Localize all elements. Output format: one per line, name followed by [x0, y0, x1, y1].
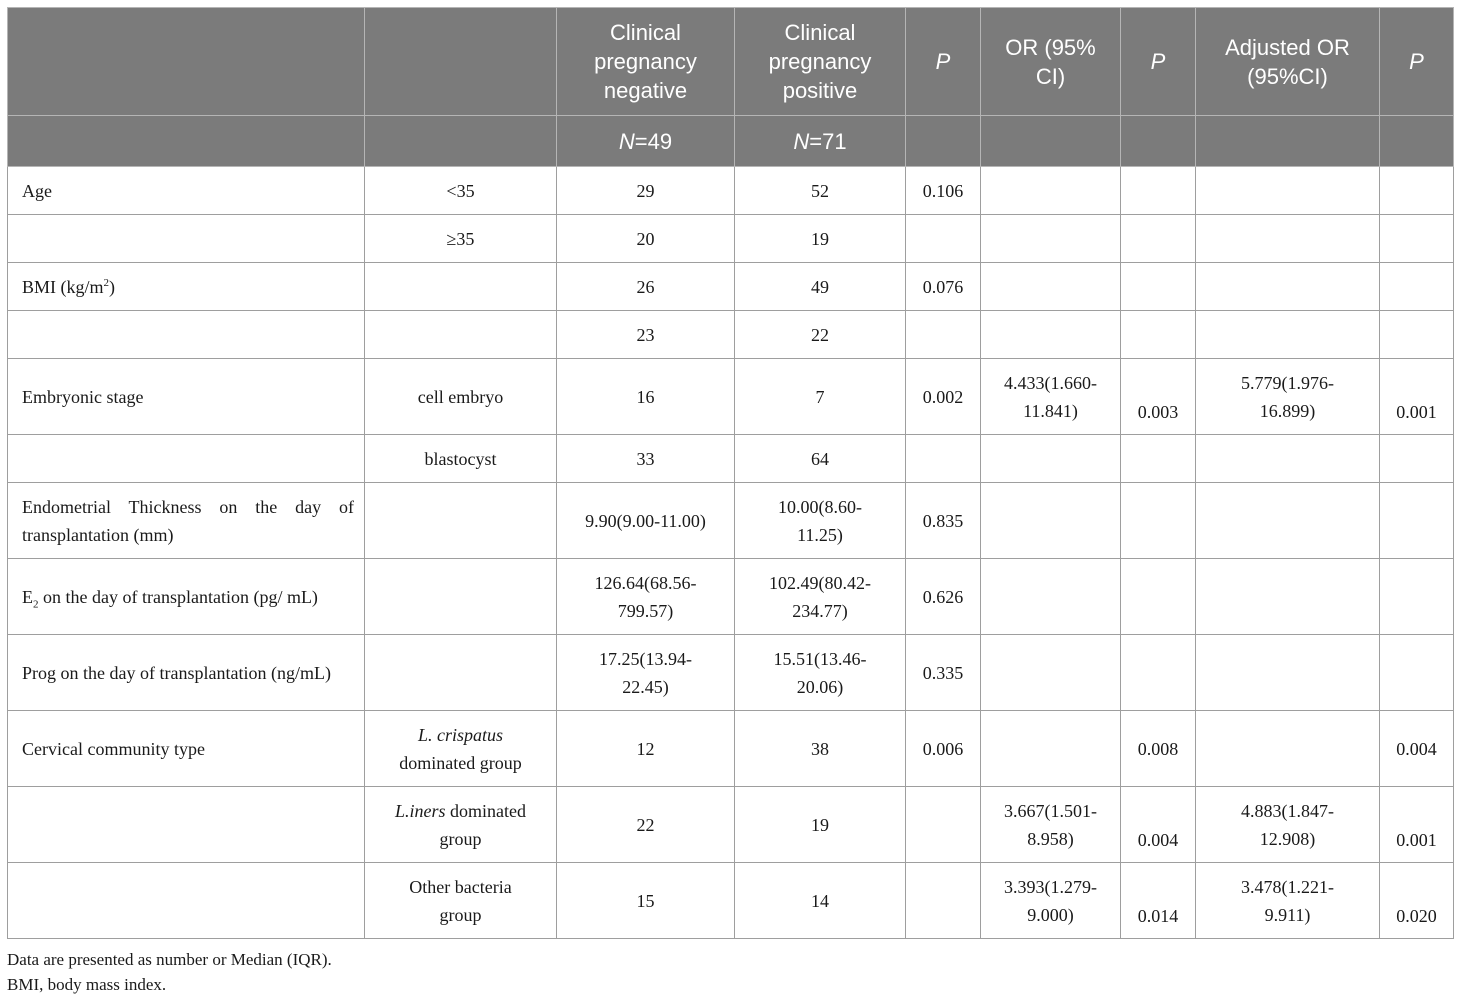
- cell-p2: 0.014: [1121, 863, 1196, 939]
- cell-negative: 9.90(9.00-11.00): [557, 483, 735, 559]
- cell-p3: [1380, 559, 1454, 635]
- cell-positive: 64: [735, 435, 906, 483]
- row-subgroup: [365, 863, 557, 939]
- cell-negative: 26: [557, 263, 735, 311]
- row-label: [8, 263, 365, 311]
- table-row: [8, 167, 1454, 215]
- e2-label-rest: on the day of transplantation (pg/ mL): [38, 586, 318, 607]
- row-label: Cervical community type: [8, 711, 365, 787]
- cell-p3: 0.004: [1380, 711, 1454, 787]
- table-row: [8, 311, 1454, 359]
- cell-p3: 0.020: [1380, 863, 1454, 939]
- positive-line2: 234.77): [792, 600, 848, 621]
- cell-p3: [1380, 263, 1454, 311]
- cell-negative: 23: [557, 311, 735, 359]
- cell-aor: [1196, 311, 1380, 359]
- cell-or: [981, 635, 1121, 711]
- results-table: [7, 7, 1454, 939]
- cell-aor: [1196, 263, 1380, 311]
- cell-p3: [1380, 167, 1454, 215]
- header-n-empty-4: [981, 116, 1121, 167]
- cell-negative: 22: [557, 787, 735, 863]
- aor-line1: 5.779(1.976-: [1241, 372, 1334, 393]
- cell-p: 0.006: [906, 711, 981, 787]
- header-positive: Clinical pregnancy positive: [735, 8, 906, 116]
- cell-p: [906, 863, 981, 939]
- cell-aor: [1196, 863, 1380, 939]
- row-subgroup: <35: [365, 167, 557, 215]
- cell-p: 0.106: [906, 167, 981, 215]
- cell-positive: 22: [735, 311, 906, 359]
- table-row: [8, 263, 1454, 311]
- cell-or: [981, 311, 1121, 359]
- cell-positive: 7: [735, 359, 906, 435]
- or-line2: 8.958): [1027, 828, 1074, 849]
- cell-or: [981, 359, 1121, 435]
- table-container: [7, 7, 1453, 997]
- footnote-data-presentation: Data are presented as number or Median (IQR).: [7, 950, 332, 969]
- cell-or: [981, 263, 1121, 311]
- bmi-label-sup: 2: [103, 276, 110, 289]
- n-negative-value: =49: [634, 128, 673, 154]
- cell-or: [981, 863, 1121, 939]
- aor-line2: 16.899): [1259, 400, 1316, 421]
- table-row: [8, 215, 1454, 263]
- positive-line1: 102.49(80.42-: [769, 572, 871, 593]
- e2-label-sub: 2: [33, 598, 39, 611]
- cell-p: 0.335: [906, 635, 981, 711]
- cell-p3: 0.001: [1380, 787, 1454, 863]
- cell-aor: [1196, 435, 1380, 483]
- cell-positive: 19: [735, 215, 906, 263]
- row-label: Endometrial Thickness on the day of transplantation (mm): [8, 483, 365, 559]
- subgroup-line2: group: [439, 904, 482, 925]
- subgroup-rest1: dominated: [445, 800, 526, 821]
- cell-p: 0.076: [906, 263, 981, 311]
- cell-aor: [1196, 787, 1380, 863]
- header-n-positive: [735, 116, 906, 167]
- table-row: [8, 359, 1454, 435]
- cell-positive: [735, 559, 906, 635]
- bmi-label-after: ): [109, 276, 116, 297]
- header-n-empty-2: [365, 116, 557, 167]
- cell-aor: [1196, 559, 1380, 635]
- cell-or: [981, 215, 1121, 263]
- cell-p: [906, 435, 981, 483]
- header-p: P: [906, 8, 981, 116]
- bmi-label: BMI (kg/m: [22, 276, 104, 297]
- cell-p2: [1121, 635, 1196, 711]
- table-row: [8, 863, 1454, 939]
- row-subgroup: cell embryo: [365, 359, 557, 435]
- table-row: [8, 435, 1454, 483]
- subgroup-line1: Other bacteria: [409, 876, 512, 897]
- cell-p2: [1121, 311, 1196, 359]
- cell-or: [981, 559, 1121, 635]
- cell-positive: 19: [735, 787, 906, 863]
- positive-line2: 20.06): [796, 676, 844, 697]
- cell-negative: [557, 559, 735, 635]
- cell-p: 0.835: [906, 483, 981, 559]
- aor-line1: 4.883(1.847-: [1241, 800, 1334, 821]
- cell-p: 0.002: [906, 359, 981, 435]
- cell-p3: [1380, 483, 1454, 559]
- cell-p: [906, 311, 981, 359]
- row-label: [8, 311, 365, 359]
- positive-line1: 15.51(13.46-: [773, 648, 867, 669]
- cell-negative: 16: [557, 359, 735, 435]
- row-label: [8, 435, 365, 483]
- table-row: [8, 559, 1454, 635]
- header-p3: P: [1380, 8, 1454, 116]
- cell-or: [981, 167, 1121, 215]
- cell-positive: 49: [735, 263, 906, 311]
- header-empty-1: [8, 8, 365, 116]
- subgroup-rest: dominated group: [399, 752, 522, 773]
- cell-p2: [1121, 559, 1196, 635]
- cell-positive: [735, 483, 906, 559]
- or-line1: 4.433(1.660-: [1004, 372, 1097, 393]
- cell-p2: [1121, 263, 1196, 311]
- row-subgroup: [365, 559, 557, 635]
- row-subgroup: [365, 711, 557, 787]
- header-or: OR (95% CI): [981, 8, 1121, 116]
- negative-line1: 126.64(68.56-: [594, 572, 697, 593]
- aor-line2: 9.911): [1264, 904, 1311, 925]
- cell-positive: [735, 635, 906, 711]
- row-label: Prog on the day of transplantation (ng/mL): [8, 635, 365, 711]
- n-label: N: [618, 128, 635, 154]
- header-n-empty-6: [1196, 116, 1380, 167]
- cell-positive: 52: [735, 167, 906, 215]
- cell-p2: [1121, 215, 1196, 263]
- negative-line2: 22.45): [622, 676, 669, 697]
- row-label: [8, 215, 365, 263]
- or-line2: 9.000): [1027, 904, 1074, 925]
- table-row: [8, 483, 1454, 559]
- cell-or: [981, 711, 1121, 787]
- table-row: [8, 787, 1454, 863]
- cell-aor: [1196, 359, 1380, 435]
- e2-label-pre: E: [22, 586, 33, 607]
- header-n-empty-1: [8, 116, 365, 167]
- subgroup-species: L. crispatus: [417, 724, 504, 745]
- cell-p3: [1380, 635, 1454, 711]
- or-line1: 3.667(1.501-: [1004, 800, 1097, 821]
- header-n-empty-7: [1380, 116, 1454, 167]
- header-n-row: [8, 116, 1454, 167]
- cell-p: [906, 787, 981, 863]
- cell-p2: [1121, 167, 1196, 215]
- cell-or: [981, 435, 1121, 483]
- header-p2: P: [1121, 8, 1196, 116]
- cell-p2: 0.004: [1121, 787, 1196, 863]
- cell-negative: 29: [557, 167, 735, 215]
- row-subgroup: [365, 635, 557, 711]
- n-label: N: [793, 128, 810, 154]
- cell-aor: [1196, 483, 1380, 559]
- aor-line2: 12.908): [1259, 828, 1316, 849]
- cell-p2: [1121, 483, 1196, 559]
- cell-p3: [1380, 311, 1454, 359]
- table-row: [8, 711, 1454, 787]
- positive-line1: 10.00(8.60-: [778, 496, 862, 517]
- cell-p2: 0.003: [1121, 359, 1196, 435]
- row-subgroup: ≥35: [365, 215, 557, 263]
- header-adjusted-or: Adjusted OR (95%CI): [1196, 8, 1380, 116]
- row-label: [8, 787, 365, 863]
- row-subgroup: blastocyst: [365, 435, 557, 483]
- cell-or: [981, 787, 1121, 863]
- cell-negative: 15: [557, 863, 735, 939]
- cell-p2: [1121, 435, 1196, 483]
- header-n-empty-3: [906, 116, 981, 167]
- aor-line1: 3.478(1.221-: [1241, 876, 1334, 897]
- negative-line1: 17.25(13.94-: [599, 648, 692, 669]
- row-subgroup: [365, 787, 557, 863]
- row-label: Embryonic stage: [8, 359, 365, 435]
- cell-negative: 12: [557, 711, 735, 787]
- or-line1: 3.393(1.279-: [1004, 876, 1097, 897]
- header-row: [8, 8, 1454, 116]
- cell-aor: [1196, 215, 1380, 263]
- footnote-bmi: BMI, body mass index.: [7, 975, 167, 994]
- row-label: [8, 863, 365, 939]
- header-n-negative: [557, 116, 735, 167]
- cell-p3: 0.001: [1380, 359, 1454, 435]
- cell-or: [981, 483, 1121, 559]
- header-negative: Clinical pregnancy negative: [557, 8, 735, 116]
- cell-positive: 14: [735, 863, 906, 939]
- table-row: [8, 635, 1454, 711]
- or-line2: 11.841): [1023, 400, 1078, 421]
- row-subgroup: [365, 311, 557, 359]
- row-label: [8, 559, 365, 635]
- header-n-empty-5: [1121, 116, 1196, 167]
- cell-p2: 0.008: [1121, 711, 1196, 787]
- subgroup-species: L.iners: [395, 800, 446, 821]
- cell-p3: [1380, 435, 1454, 483]
- cell-positive: 38: [735, 711, 906, 787]
- cell-p3: [1380, 215, 1454, 263]
- cell-aor: [1196, 167, 1380, 215]
- cell-negative: 20: [557, 215, 735, 263]
- row-label: Age: [8, 167, 365, 215]
- table-footnotes: [7, 947, 1453, 997]
- n-positive-value: =71: [809, 128, 847, 154]
- positive-line2: 11.25): [797, 524, 843, 545]
- header-empty-2: [365, 8, 557, 116]
- row-subgroup: [365, 263, 557, 311]
- cell-aor: [1196, 635, 1380, 711]
- cell-p: [906, 215, 981, 263]
- subgroup-rest2: group: [439, 828, 482, 849]
- cell-aor: [1196, 711, 1380, 787]
- cell-p: 0.626: [906, 559, 981, 635]
- negative-line2: 799.57): [617, 600, 674, 621]
- cell-negative: [557, 635, 735, 711]
- row-subgroup: [365, 483, 557, 559]
- cell-negative: 33: [557, 435, 735, 483]
